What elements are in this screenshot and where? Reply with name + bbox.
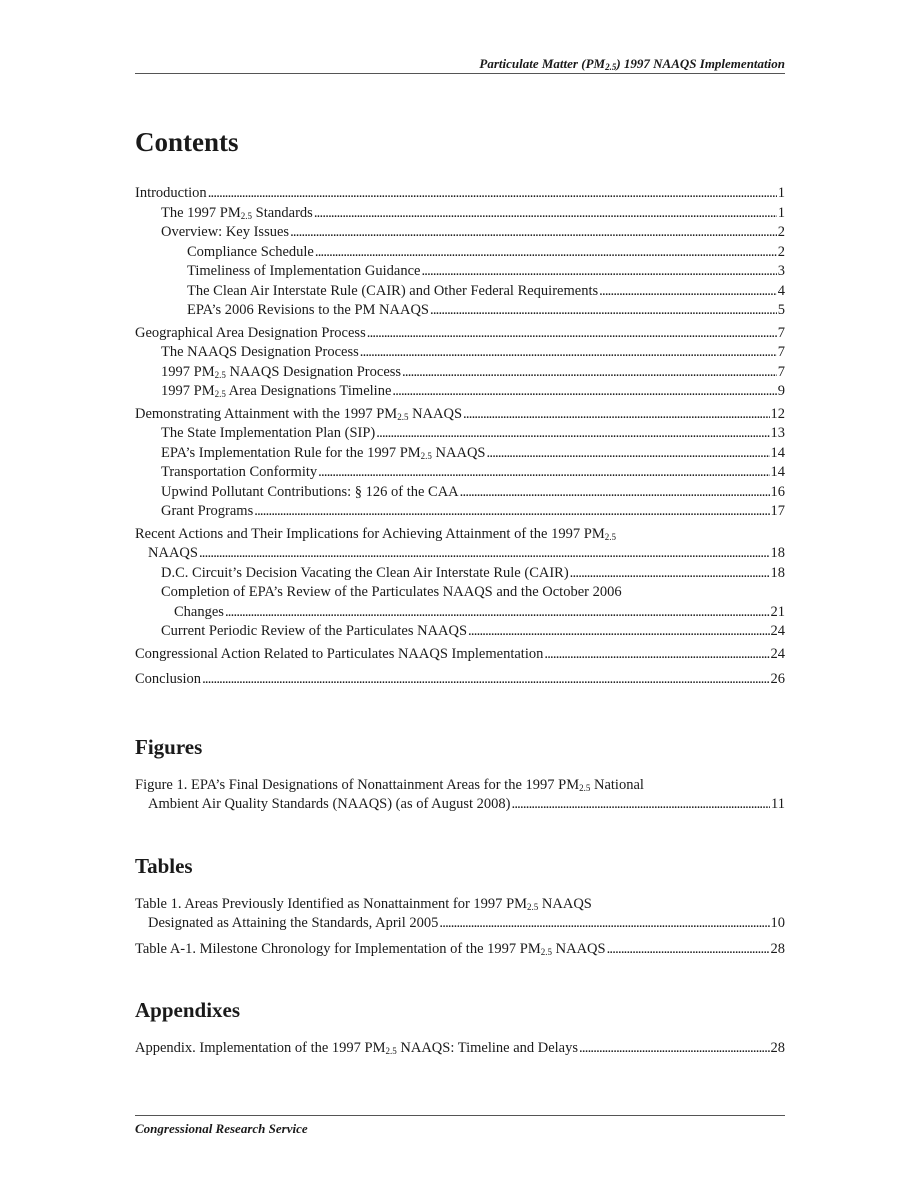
toc-entry[interactable]: The Clean Air Interstate Rule (CAIR) and Other Federal Requirements . . . 4 <box>135 282 785 302</box>
page-number: 2 <box>777 243 785 260</box>
page-number: 28 <box>770 940 785 957</box>
contents-title: Contents <box>135 127 239 157</box>
toc-entry[interactable]: Grant Programs . . . 17 <box>135 502 785 522</box>
toc-entry[interactable]: The 1997 $PM_{2.5}$ Standards . . . 1 <box>135 204 785 224</box>
tables-list <box>135 895 785 960</box>
running-header <box>135 56 785 74</box>
toc-entry[interactable]: 1997 $PM_{2.5}$ Area Designations Timeline . . . 9 <box>135 382 785 402</box>
toc-entry[interactable]: 1997 $PM_{2.5}$ NAAQS Designation Process . . . 7 <box>135 363 785 383</box>
page-number: 10 <box>770 915 785 931</box>
toc-entry[interactable]: Completion of EPA’s Review of the Particulates NAAQS and the October 2006 Changes . . . 21 <box>135 583 785 622</box>
page-number: 2 <box>777 224 785 240</box>
toc-entry[interactable]: EPA’s 2006 Revisions to the PM NAAQS . . . 5 <box>135 301 785 321</box>
page-number: 28 <box>770 1040 785 1056</box>
page-number: 24 <box>770 623 785 639</box>
page-number: 14 <box>770 464 785 480</box>
figures-list <box>135 776 785 815</box>
page-number: 13 <box>770 425 785 441</box>
toc-entry[interactable]: Timeliness of Implementation Guidance . . . 3 <box>135 262 785 282</box>
page-number: 17 <box>770 503 785 519</box>
toc-entry[interactable]: Demonstrating Attainment with the 1997 $PM_{2.5}$ NAAQS . . . 12 <box>135 405 785 425</box>
toc-entry[interactable]: Overview: Key Issues . . . 2 <box>135 223 785 243</box>
running-footer <box>135 1115 785 1137</box>
toc-entry[interactable]: Recent Actions and Their Implications for Achieving Attainment of the 1997 $PM_{2.5}$ NAAQS . . . 18 <box>135 525 785 564</box>
toc-entry[interactable]: D.C. Circuit’s Decision Vacating the Clean Air Interstate Rule (CAIR) . . . 18 <box>135 564 785 584</box>
toc-entry[interactable]: Geographical Area Designation Process . . . 7 <box>135 324 785 344</box>
page-number: 7 <box>777 324 785 341</box>
appendix-entry[interactable]: Appendix. Implementation of the 1997 $PM_{2.5}$ NAAQS: Timeline and Delays . . . 28 <box>135 1039 785 1059</box>
page-number: 1 <box>777 204 785 221</box>
toc-entry[interactable]: Introduction . . . 1 <box>135 184 785 204</box>
page-number: 3 <box>777 263 785 279</box>
toc-entry[interactable]: Current Periodic Review of the Particulates NAAQS . . . 24 <box>135 622 785 642</box>
toc-entry[interactable]: Compliance Schedule . . . 2 <box>135 243 785 263</box>
figures-heading: Figures <box>135 734 203 759</box>
page-number: 21 <box>770 603 785 620</box>
page-number: 7 <box>777 344 785 360</box>
toc-entry[interactable]: EPA’s Implementation Rule for the 1997 $PM_{2.5}$ NAAQS . . . 14 <box>135 444 785 464</box>
running-header-title: Particulate Matter $(PM_{2.5})$ 1997 NAAQS Implementation <box>479 56 785 72</box>
toc-entry[interactable]: The NAAQS Designation Process . . . 7 <box>135 343 785 363</box>
toc-list <box>135 184 785 690</box>
contents-page <box>135 122 785 1059</box>
table-entry[interactable]: Table A-1. Milestone Chronology for Implementation of the 1997 $PM_{2.5}$ NAAQS . . . 28 <box>135 940 785 960</box>
page-number: 11 <box>771 796 785 812</box>
page-number: 24 <box>770 645 785 662</box>
page-number: 4 <box>777 282 785 299</box>
page-number: 14 <box>770 444 785 461</box>
footer-text: Congressional Research Service <box>135 1121 308 1136</box>
page-number: 18 <box>770 545 785 561</box>
page-number: 12 <box>770 405 785 422</box>
toc-entry[interactable]: Upwind Pollutant Contributions: § 126 of the CAA . . . 16 <box>135 483 785 503</box>
appendixes-heading: Appendixes <box>135 998 241 1022</box>
appendixes-list <box>135 1039 785 1059</box>
page-number: 16 <box>770 483 785 500</box>
figure-entry[interactable]: Figure 1. EPA’s Final Designations of Nonattainment Areas for the 1997 $PM_{2.5}$ National Ambient Air Quality Standards (NAAQS) (as of August 2008) . . . 11 <box>135 776 785 815</box>
page-number: 18 <box>770 564 785 581</box>
page-number: 7 <box>777 363 785 380</box>
page-number: 1 <box>777 185 785 201</box>
toc-entry[interactable]: Congressional Action Related to Particulates NAAQS Implementation . . . 24 <box>135 645 785 665</box>
toc-entry[interactable]: Transportation Conformity . . . 14 <box>135 463 785 483</box>
toc-entry[interactable]: Conclusion . . . 26 <box>135 670 785 690</box>
toc-entry[interactable]: The State Implementation Plan (SIP) . . . 13 <box>135 424 785 444</box>
table-entry[interactable]: Table 1. Areas Previously Identified as Nonattainment for 1997 $PM_{2.5}$ NAAQS Designated as Attaining the Standards, April 2005 . . . 10 <box>135 895 785 934</box>
page-number: 26 <box>770 671 785 687</box>
tables-heading: Tables <box>135 853 193 878</box>
page-number: 9 <box>777 383 785 399</box>
page-number: 5 <box>777 302 785 318</box>
